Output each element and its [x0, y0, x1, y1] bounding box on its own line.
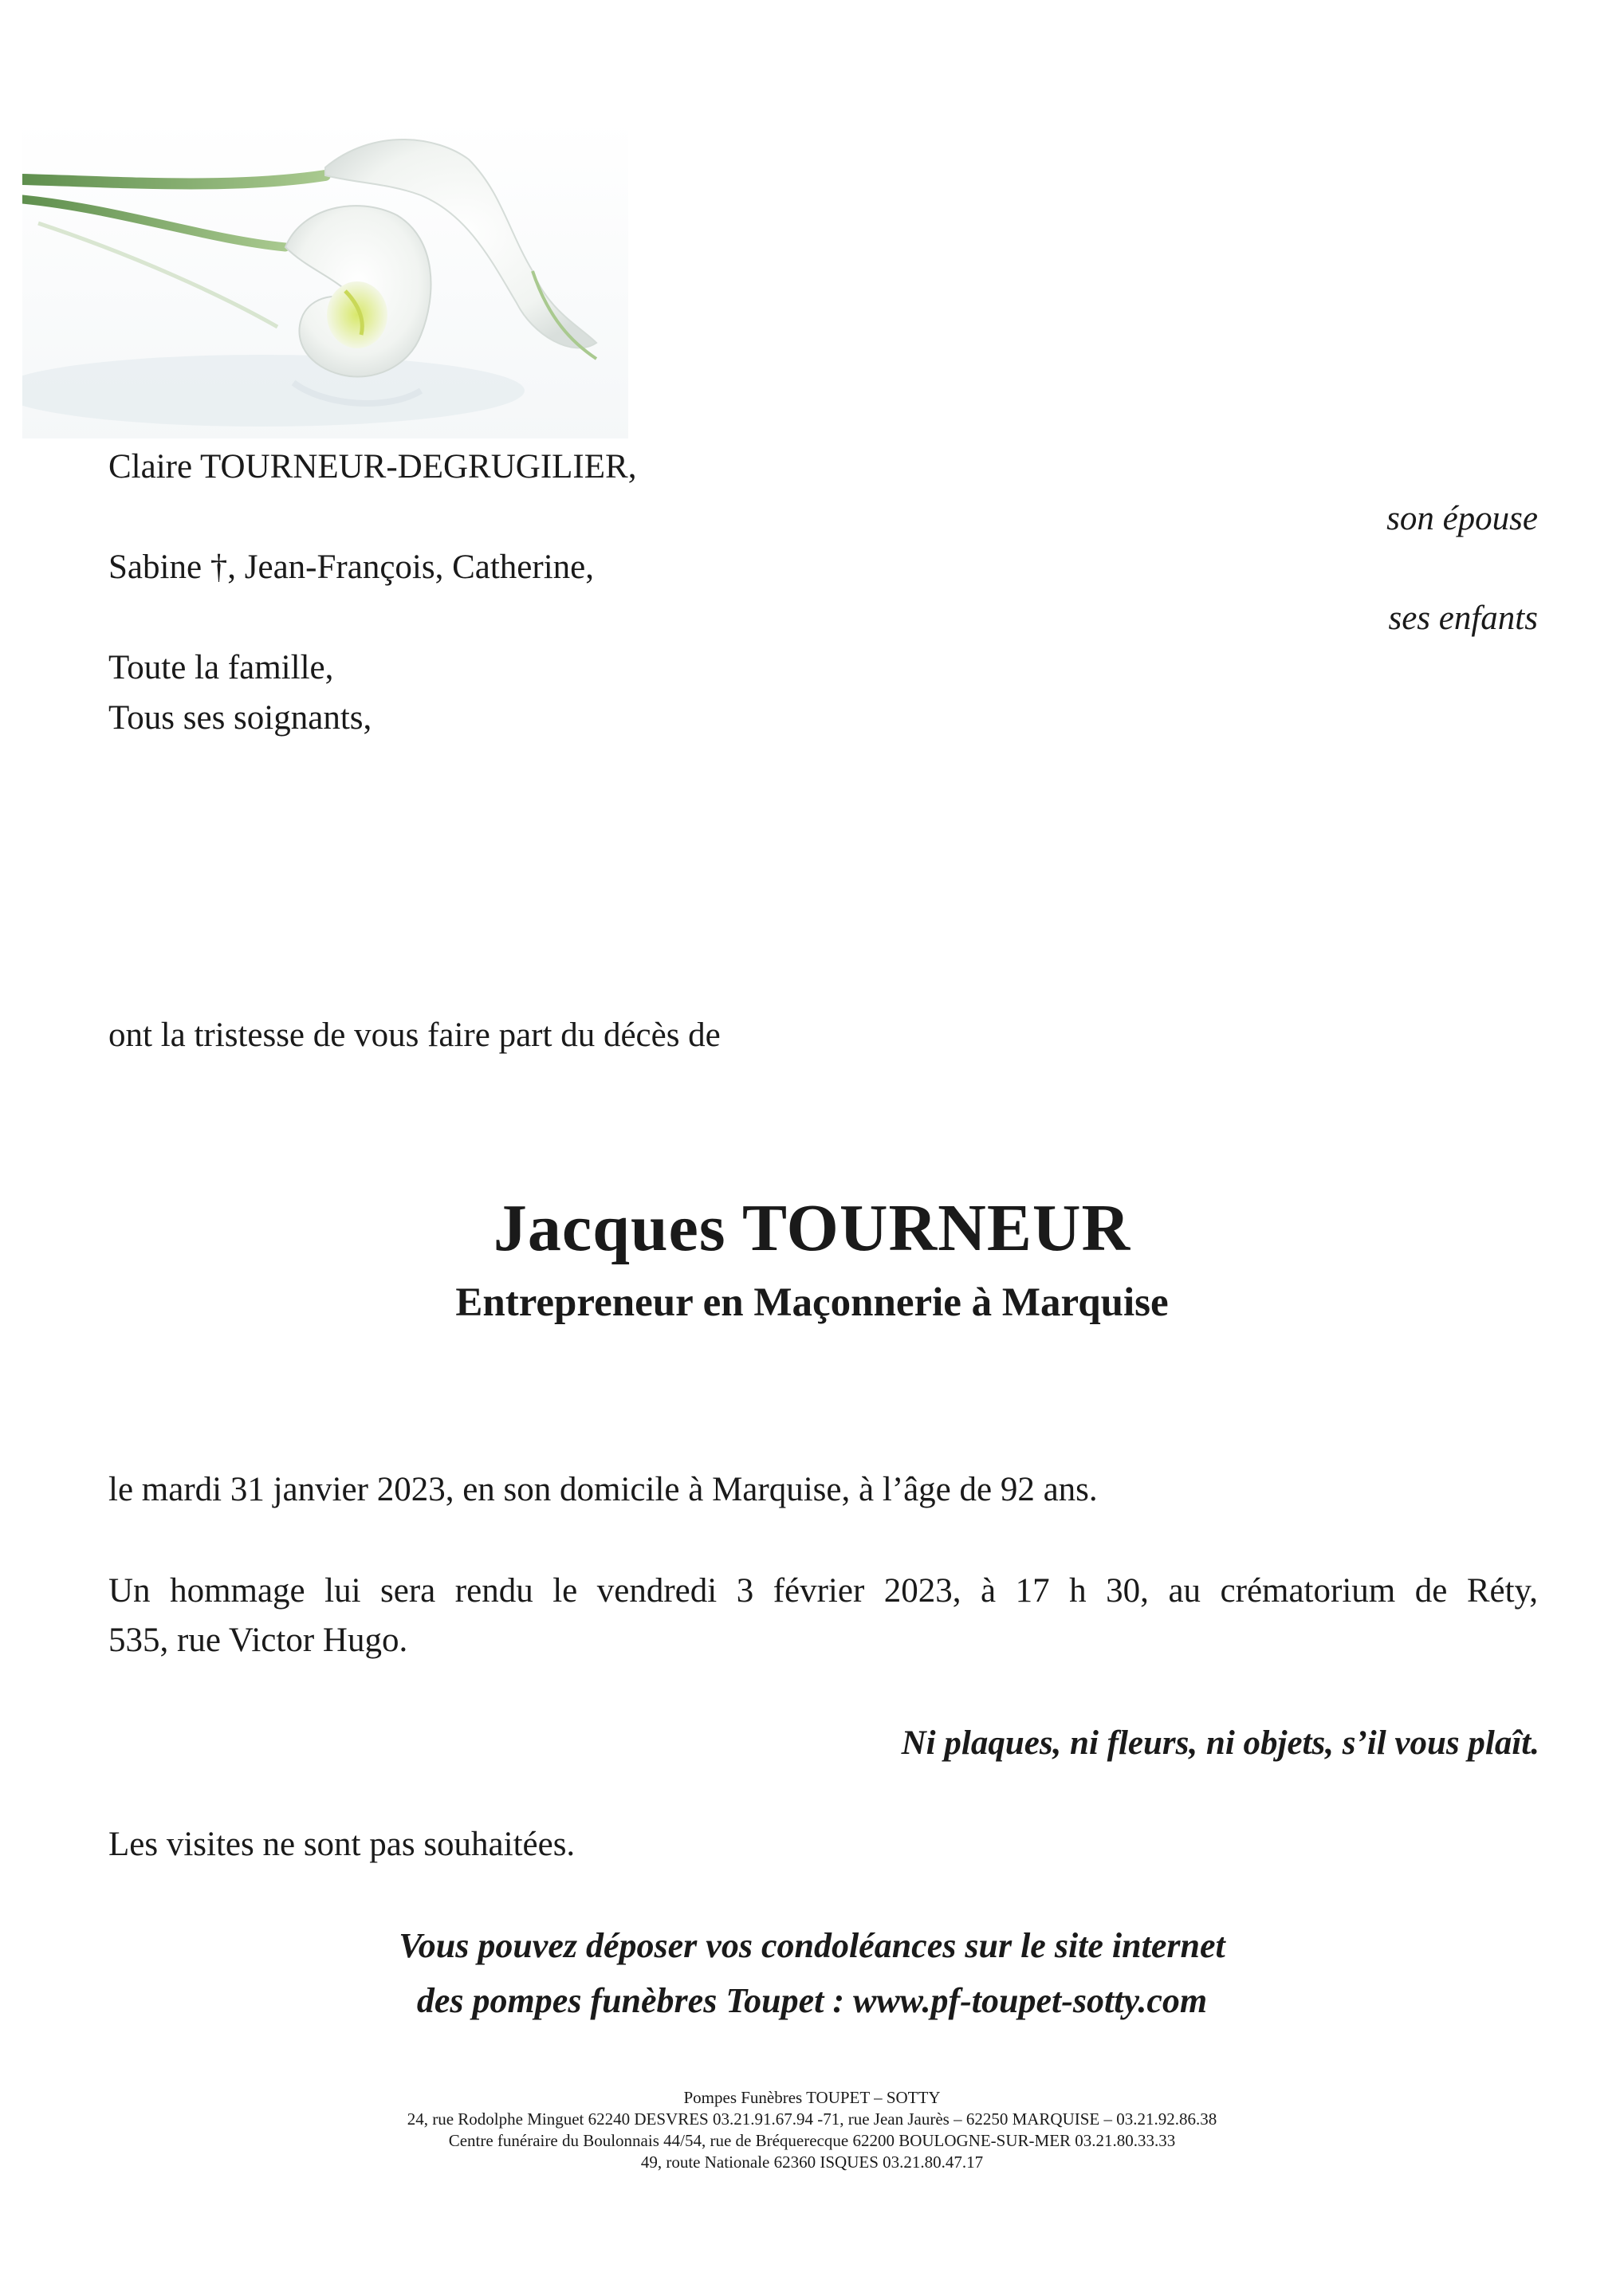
condolences-line-2[interactable]: des pompes funèbres Toupet : www.pf-toupet-sotty.com: [416, 1981, 1208, 2020]
children-role: ses enfants: [1388, 600, 1538, 637]
death-line: le mardi 31 janvier 2023, en son domicile à Marquise, à l’âge de 92 ans.: [108, 1471, 1098, 1508]
footer-address-2: Centre funéraire du Boulonnais 44/54, rue de Bréquerecque 62200 BOULOGNE-SUR-MER 03.21.80.33.33: [448, 2131, 1176, 2150]
family-line: Toute la famille,: [108, 649, 334, 686]
footer-company: Pompes Funèbres TOUPET – SOTTY: [683, 2088, 941, 2107]
footer-address-1: 24, rue Rodolphe Minguet 62240 DESVRES 03.21.91.67.94 -71, rue Jean Jaurès – 62250 MARQUISE – 03.21.92.86.38: [407, 2109, 1217, 2129]
wife-name: Claire TOURNEUR-DEGRUGILIER,: [108, 448, 637, 486]
children-names: Sabine †, Jean-François, Catherine,: [108, 548, 594, 586]
deceased-name: Jacques TOURNEUR: [493, 1191, 1131, 1265]
announcement-intro: ont la tristesse de vous faire part du décès de: [108, 1016, 721, 1054]
no-flowers-request: Ni plaques, ni fleurs, ni objets, s’il vous plaît.: [901, 1724, 1539, 1762]
deceased-occupation: Entrepreneur en Maçonnerie à Marquise: [455, 1280, 1169, 1325]
caregivers-line: Tous ses soignants,: [108, 699, 372, 737]
tribute-line-1: Un hommage lui sera rendu le vendredi 3 février 2023, à 17 h 30, au crématorium de Réty,: [108, 1572, 1538, 1610]
tribute-line-2: 535, rue Victor Hugo.: [108, 1622, 408, 1659]
footer-address-3: 49, route Nationale 62360 ISQUES 03.21.80.47.17: [640, 2152, 984, 2172]
visits-note: Les visites ne sont pas souhaitées.: [108, 1826, 576, 1863]
wife-role: son épouse: [1386, 500, 1538, 537]
calla-lily-illustration: [22, 120, 628, 438]
condolences-line-1: Vous pouvez déposer vos condoléances sur le site internet: [399, 1926, 1225, 1965]
